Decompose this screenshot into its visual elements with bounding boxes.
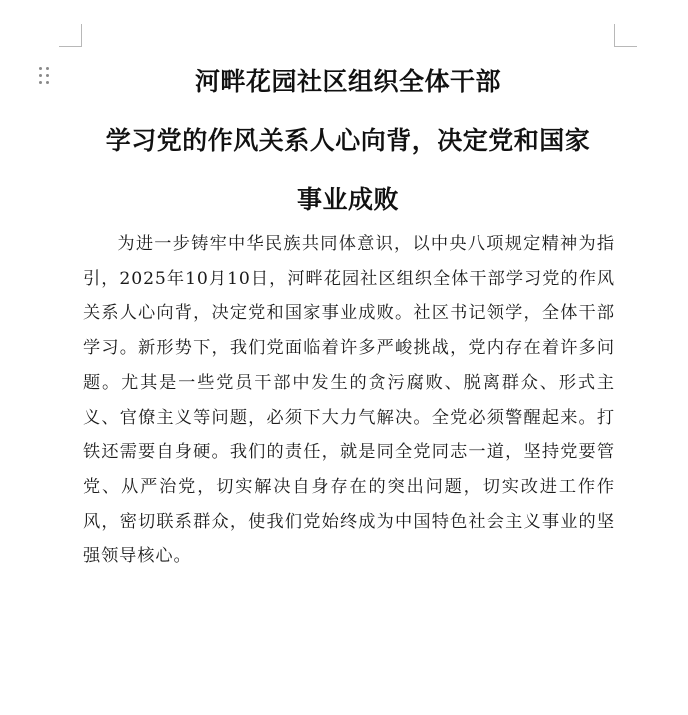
crop-mark-top-right bbox=[614, 24, 637, 47]
document-title[interactable] bbox=[70, 52, 626, 229]
crop-mark-top-left bbox=[59, 24, 82, 47]
title-line-2: 学习党的作风关系人心向背，决定党和国家 bbox=[105, 126, 591, 155]
title-line-1: 河畔花园社区组织全体干部 bbox=[194, 67, 501, 96]
body-paragraph[interactable]: 为进一步铸牢中华民族共同体意识，以中央八项规定精神为指引，2025年10月10日，河畔花园社区组织全体干部学习党的作风关系人心向背，决定党和国家事业成败。社区书记领学，全体干部学习。新形势下，我们党面临着许多严峻挑战，党内存在着许多问题。尤其是一些党员干部中发生的贪污腐败、脱离群众、形式主义、官僚主义等问题，必须下大力气解决。全党必须警醒起来。打铁还需要自身硬。我们的责任，就是同全党同志一道，坚持党要管党、从严治党，切实解决自身存在的突出问题，切实改进工作作风，密切联系群众，使我们党始终成为中国特色社会主义事业的坚强领导核心。 bbox=[83, 234, 615, 567]
drag-handle-icon[interactable] bbox=[38, 66, 52, 86]
title-line-3: 事业成败 bbox=[296, 185, 399, 214]
